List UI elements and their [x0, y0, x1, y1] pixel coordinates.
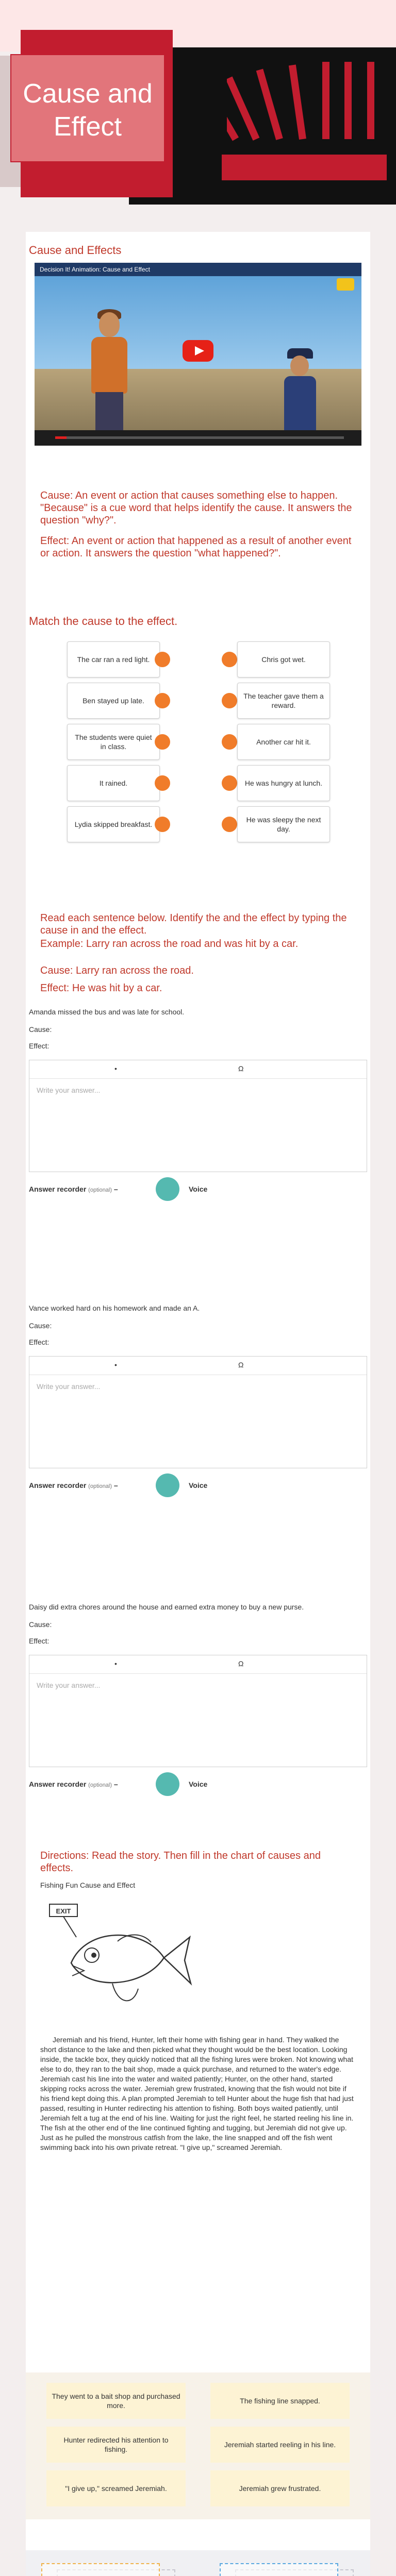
example-label: Example:	[40, 938, 84, 950]
example-line	[40, 938, 356, 950]
answer-recorder-label	[29, 1185, 118, 1193]
match-cause-card[interactable]	[67, 641, 160, 677]
question-sentence: Amanda missed the bus and was late for school.	[29, 1008, 185, 1016]
voice-label: Voice	[189, 1780, 208, 1788]
cause-definition	[40, 489, 356, 527]
example-text: Larry ran across the road and was hit by a car.	[86, 938, 299, 950]
match-effect-connector[interactable]	[222, 734, 237, 750]
special-character-button[interactable]: Ω	[238, 1064, 244, 1073]
video-progress-fill	[55, 436, 67, 439]
example-cause-text: Larry ran across the road.	[75, 965, 194, 976]
example-cause-label: Cause:	[40, 965, 73, 976]
answer-recorder-text: Answer recorder	[29, 1780, 87, 1788]
match-cause-card[interactable]	[67, 806, 160, 842]
match-effect-text: Chris got wet.	[261, 655, 306, 664]
identify-instructions: Read each sentence below. Identify the and the effect by typing the cause in and the effect.	[40, 912, 347, 936]
match-effect-text: Another car hit it.	[256, 738, 311, 746]
video-progress-bar[interactable]	[55, 436, 344, 439]
sequence-item[interactable]: Jeremiah grew frustrated.	[210, 2470, 350, 2506]
example-cause-line	[40, 964, 356, 977]
match-cause-text: It rained.	[99, 779, 128, 787]
sequence-item[interactable]: Jeremiah started reeling in his line.	[210, 2427, 350, 2463]
voice-record-button[interactable]	[156, 1177, 179, 1201]
match-effect-card[interactable]	[237, 765, 330, 801]
match-effect-card[interactable]	[237, 724, 330, 760]
cause-definition-text: An event or action that causes something else to happen. "Because" is a cue word that helps identify the cause. It answers the question "why?".	[40, 490, 352, 526]
match-cause-connector[interactable]	[155, 817, 170, 832]
special-character-button[interactable]: Ω	[238, 1361, 244, 1369]
answer-placeholder: Write your answer...	[37, 1681, 101, 1689]
answer-recorder-text: Answer recorder	[29, 1185, 87, 1193]
match-cause-connector[interactable]	[155, 734, 170, 750]
answer-recorder-separator: –	[113, 1780, 118, 1788]
editor-toolbar	[29, 1060, 367, 1079]
banner-red-base	[222, 155, 387, 180]
question-effect-label: Effect:	[29, 1637, 50, 1645]
answer-recorder-optional: (optional)	[88, 1187, 112, 1193]
sequence-item[interactable]: They went to a bait shop and purchased more.	[46, 2383, 186, 2419]
match-row	[67, 806, 330, 842]
match-cause-connector[interactable]	[155, 652, 170, 667]
match-cause-text: Ben stayed up late.	[82, 697, 144, 705]
question-sentence: Daisy did extra chores around the house and earned extra money to buy a new purse.	[29, 1603, 304, 1611]
match-effect-text: He was sleepy the next day.	[246, 816, 321, 833]
match-effect-text: The teacher gave them a reward.	[243, 692, 324, 709]
cause-card[interactable]	[41, 2563, 160, 2576]
question-effect-label: Effect:	[29, 1338, 50, 1346]
question-cause-label: Cause:	[29, 1025, 52, 1033]
police-illustration	[282, 348, 318, 431]
voice-label: Voice	[189, 1185, 208, 1193]
match-effect-connector[interactable]	[222, 693, 237, 708]
question-sentence: Vance worked hard on his homework and made an A.	[29, 1304, 200, 1312]
sequence-item[interactable]: The fishing line snapped.	[210, 2383, 350, 2419]
answer-editor[interactable]	[29, 1356, 367, 1468]
answer-recorder-separator: –	[113, 1185, 118, 1193]
answer-editor[interactable]	[29, 1060, 367, 1172]
dominoes-illustration	[227, 57, 392, 155]
match-cause-card[interactable]	[67, 765, 160, 801]
match-effect-card[interactable]	[237, 641, 330, 677]
effect-card[interactable]	[220, 2563, 338, 2576]
answer-recorder-label	[29, 1481, 118, 1489]
play-icon[interactable]	[183, 340, 213, 362]
answer-recorder-label	[29, 1780, 118, 1788]
bullet-list-button[interactable]: •	[114, 1659, 117, 1668]
question-effect-label: Effect:	[29, 1042, 50, 1050]
answer-textarea[interactable]	[29, 1079, 367, 1172]
main-content	[26, 232, 370, 2576]
match-effect-connector[interactable]	[222, 652, 237, 667]
match-effect-card[interactable]	[237, 806, 330, 842]
effect-label: Effect:	[40, 535, 70, 547]
answer-recorder-text: Answer recorder	[29, 1481, 87, 1489]
match-row	[67, 683, 330, 719]
fish-illustration	[40, 1901, 195, 2025]
example-effect-text: He was hit by a car.	[72, 982, 162, 994]
match-effect-card[interactable]	[237, 683, 330, 719]
header-banner	[0, 0, 396, 216]
video-player[interactable]	[35, 263, 361, 446]
sequence-item[interactable]: "I give up," screamed Jeremiah.	[46, 2470, 186, 2506]
match-cause-card[interactable]	[67, 724, 160, 760]
video-controls[interactable]	[35, 430, 361, 446]
answer-textarea[interactable]	[29, 1674, 367, 1767]
match-cause-card[interactable]	[67, 683, 160, 719]
answer-placeholder: Write your answer...	[37, 1382, 101, 1391]
editor-toolbar	[29, 1357, 367, 1375]
bullet-list-button[interactable]: •	[114, 1361, 117, 1369]
video-title: Decision It! Animation: Cause and Effect	[35, 263, 361, 276]
special-character-button[interactable]: Ω	[238, 1659, 244, 1668]
question-cause-label: Cause:	[29, 1620, 52, 1629]
page-title: Cause and Effect	[23, 79, 153, 142]
voice-record-button[interactable]	[156, 1473, 179, 1497]
match-cause-text: Lydia skipped breakfast.	[74, 820, 153, 828]
next-arrow-icon[interactable]	[337, 278, 354, 291]
match-cause-connector[interactable]	[155, 775, 170, 791]
voice-record-button[interactable]	[156, 1772, 179, 1796]
answer-placeholder: Write your answer...	[37, 1086, 101, 1094]
match-cause-text: The students were quiet in class.	[75, 733, 152, 751]
match-effect-text: He was hungry at lunch.	[244, 779, 323, 787]
match-effect-connector[interactable]	[222, 775, 237, 791]
story-text: Jeremiah and his friend, Hunter, left their home with fishing gear in hand. They walked the short distance to the lake and then picked what they thought would be the best location. Looking inside, the tackle box, they quickly noticed that all the fishing lures were broken. Not knowing what else to do, they ran to the bait shop, made a quick purchase, and returned to the water's edge. Jeremiah cast his line into the water and waited patiently; Hunter, on the other hand, started skipping rocks across the water. Jeremiah grew frustrated, knowing that the fish would not bite if his friend kept doing this. A plan prompted Jeremiah to tell Hunter about the huge fish that had just passed, resulting in Hunter redirecting his attention to fishing. Both boys waited patiently, until Jeremiah felt a tug at the end of his line. Waiting for just the right feel, he started reeling his line in. The fish at the other end of the line continued fighting and tugging, but Jeremiah did not give up. Just as he pulled the monstrous catfish from the lake, the line snapped and off the fish went swimming back into his own private retreat. "I give up," screamed Jeremiah.	[40, 2036, 354, 2151]
cause-label: Cause:	[40, 490, 73, 501]
question-cause-label: Cause:	[29, 1321, 52, 1330]
answer-editor[interactable]	[29, 1655, 367, 1767]
editor-toolbar	[29, 1655, 367, 1674]
voice-label: Voice	[189, 1481, 208, 1489]
exit-sign-text: EXIT	[56, 1907, 71, 1915]
answer-recorder-optional: (optional)	[88, 1782, 112, 1788]
effect-definition	[40, 535, 356, 560]
story-title: Fishing Fun Cause and Effect	[40, 1881, 136, 1889]
match-row	[67, 724, 330, 760]
match-row	[67, 765, 330, 801]
match-cause-text: The car ran a red light.	[77, 655, 150, 664]
match-cause-connector[interactable]	[155, 693, 170, 708]
match-title: Match the cause to the effect.	[29, 615, 178, 628]
sequence-item[interactable]: Hunter redirected his attention to fishing.	[46, 2427, 186, 2463]
answer-recorder-separator: –	[113, 1481, 118, 1489]
match-effect-connector[interactable]	[222, 817, 237, 832]
example-effect-line	[40, 982, 356, 994]
match-row	[67, 641, 330, 677]
story-directions: Directions: Read the story. Then fill in the chart of causes and effects.	[40, 1850, 321, 1874]
answer-recorder-optional: (optional)	[88, 1483, 112, 1489]
bullet-list-button[interactable]: •	[114, 1064, 117, 1073]
answer-textarea[interactable]	[29, 1375, 367, 1468]
video-section-title: Cause and Effects	[29, 244, 122, 257]
character-illustration	[81, 312, 138, 431]
effect-definition-text: An event or action that happened as a result of another event or action. It answers the question "what happened?".	[40, 535, 352, 559]
example-effect-label: Effect:	[40, 982, 70, 994]
